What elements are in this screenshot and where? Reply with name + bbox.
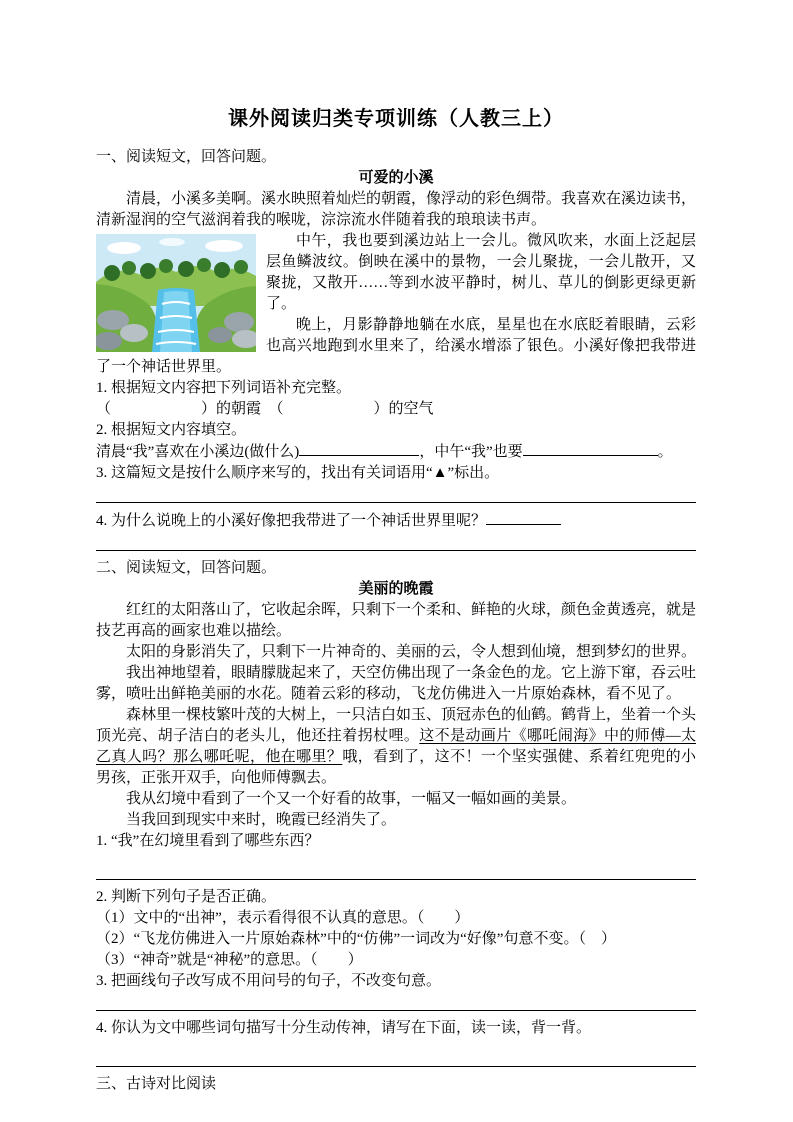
s1-q4-text: 4. 为什么说晚上的小溪好像把我带进了一个神话世界里呢？ — [96, 513, 487, 529]
passage2-paragraph-5: 我从幻境中看到了一个又一个好看的故事，一幅又一幅如画的美景。 — [126, 791, 577, 807]
s2-q2-judge-item-1[interactable]: （1）文中的“出神”，表示看得很不认真的意思。（ ） — [96, 910, 470, 926]
s2-q2-judge-item-3[interactable]: （3）“神奇”就是“神秘”的意思。（ ） — [96, 952, 363, 968]
p4-text-2: 哦，看到了，这不！一个坚实强健、系着红兜兜的小男孩，正张开双手，向他师傅飘去。 — [96, 749, 696, 786]
passage1-body — [96, 231, 696, 378]
s1-q2-answer-blank-1[interactable] — [299, 441, 419, 456]
p4-text-1: 森林里一棵枝繁叶茂的大树上，一只洁白如玉、顶冠赤色的仙鹤。鹤背上，坐着一个头顶光亮、胡子洁白的老头儿，他还拄着拐杖哩。 — [96, 707, 697, 744]
s2-question-1: 1. “我”在幻境里看到了哪些东西？ — [96, 833, 320, 849]
s1-q2-fill-text-3: 。 — [657, 444, 673, 460]
s1-question-2-fill — [96, 441, 696, 463]
passage2-paragraph-6: 当我回到现实中来时，晚霞已经消失了。 — [126, 812, 397, 828]
passage2-paragraph-1: 红红的太阳落山了，它收起余晖，只剩下一个柔和、鲜艳的火球，颜色金黄透亮，就是技艺再高的画家也难以描绘。 — [96, 602, 697, 639]
passage2-paragraph-4 — [96, 705, 696, 789]
section2-heading: 二、阅读短文，回答问题。 — [96, 560, 277, 576]
s1-question-1: 1. 根据短文内容把下列词语补充完整。 — [96, 380, 352, 396]
stream-illustration-image — [96, 234, 256, 352]
passage1-paragraph-3: 晚上，月影静静地躺在水底，星星也在水底眨着眼睛，云彩也高兴地跑到水里来了，给溪水增添了银色。小溪好像把我带进了一个神话世界里。 — [96, 317, 696, 375]
passage2-title: 美丽的晚霞 — [358, 581, 434, 597]
passage1-title: 可爱的小溪 — [358, 170, 434, 186]
s1-question-2: 2. 根据短文内容填空。 — [96, 422, 247, 438]
s2-question-4: 4. 你认为文中哪些词句描写十分生动传神，请写在下面，读一读，背一背。 — [96, 1020, 592, 1036]
section3-heading: 三、古诗对比阅读 — [96, 1076, 217, 1092]
s1-question-4 — [96, 510, 696, 532]
s1-q2-fill-text-2: ，中午“我”也要 — [419, 444, 523, 460]
s2-question-2: 2. 判断下列句子是否正确。 — [96, 889, 277, 905]
section1-heading: 一、阅读短文，回答问题。 — [96, 149, 277, 165]
s1-q2-fill-text-1: 清晨“我”喜欢在小溪边(做什么) — [96, 444, 300, 460]
s2-q1-answer-line[interactable] — [96, 852, 696, 880]
s1-question-3: 3. 这篇短文是按什么顺序来写的，找出有关词语用“▲”标出。 — [96, 465, 500, 481]
s2-q3-answer-line[interactable] — [96, 992, 696, 1011]
s1-q2-answer-blank-2[interactable] — [523, 441, 658, 456]
s1-q3-answer-line[interactable] — [96, 484, 696, 503]
s1-q4-answer-blank[interactable] — [486, 510, 561, 525]
s1-question-1-blanks[interactable]: （ ）的朝霞 （ ）的空气 — [96, 401, 434, 417]
s1-q4-answer-line[interactable] — [96, 532, 696, 551]
s2-q4-answer-line[interactable] — [96, 1039, 696, 1067]
document-title: 课外阅读归类专项训练（人教三上） — [228, 108, 564, 130]
passage2-paragraph-3: 我出神地望着，眼睛朦胧起来了，天空仿佛出现了一条金色的龙。它上游下窜，吞云吐雾，喷吐出鲜艳美丽的水花。随着云彩的移动，飞龙仿佛进入一片原始森林，看不见了。 — [96, 665, 697, 702]
s2-q2-judge-item-2[interactable]: （2）“飞龙仿佛进入一片原始森林”中的“仿佛”一词改为“好像”句意不变。（ ） — [96, 931, 616, 947]
underlined-sentence: 这不是动画片《哪吒闹海》中的师傅—太乙真人吗？那么哪吒呢，他在哪里？ — [96, 728, 696, 765]
passage2-paragraph-2: 太阳的身影消失了，只剩下一片神奇的、美丽的云，令人想到仙境，想到梦幻的世界。 — [126, 644, 697, 660]
passage1-paragraph-1: 清晨，小溪多美啊。溪水映照着灿烂的朝霞，像浮动的彩色绸带。我喜欢在溪边读书，清新湿润的空气滋润着我的喉咙，淙淙流水伴随着我的琅琅读书声。 — [96, 191, 697, 228]
s2-question-3: 3. 把画线句子改写成不用问号的句子，不改变句意。 — [96, 973, 442, 989]
passage1-paragraph-2: 中午，我也要到溪边站上一会儿。微风吹来，水面上泛起层层鱼鳞波纹。倒映在溪中的景物，一会儿聚拢，一会儿散开，又聚拢，又散开……等到水波平静时，树儿、草儿的倒影更绿更新了。 — [266, 233, 696, 312]
